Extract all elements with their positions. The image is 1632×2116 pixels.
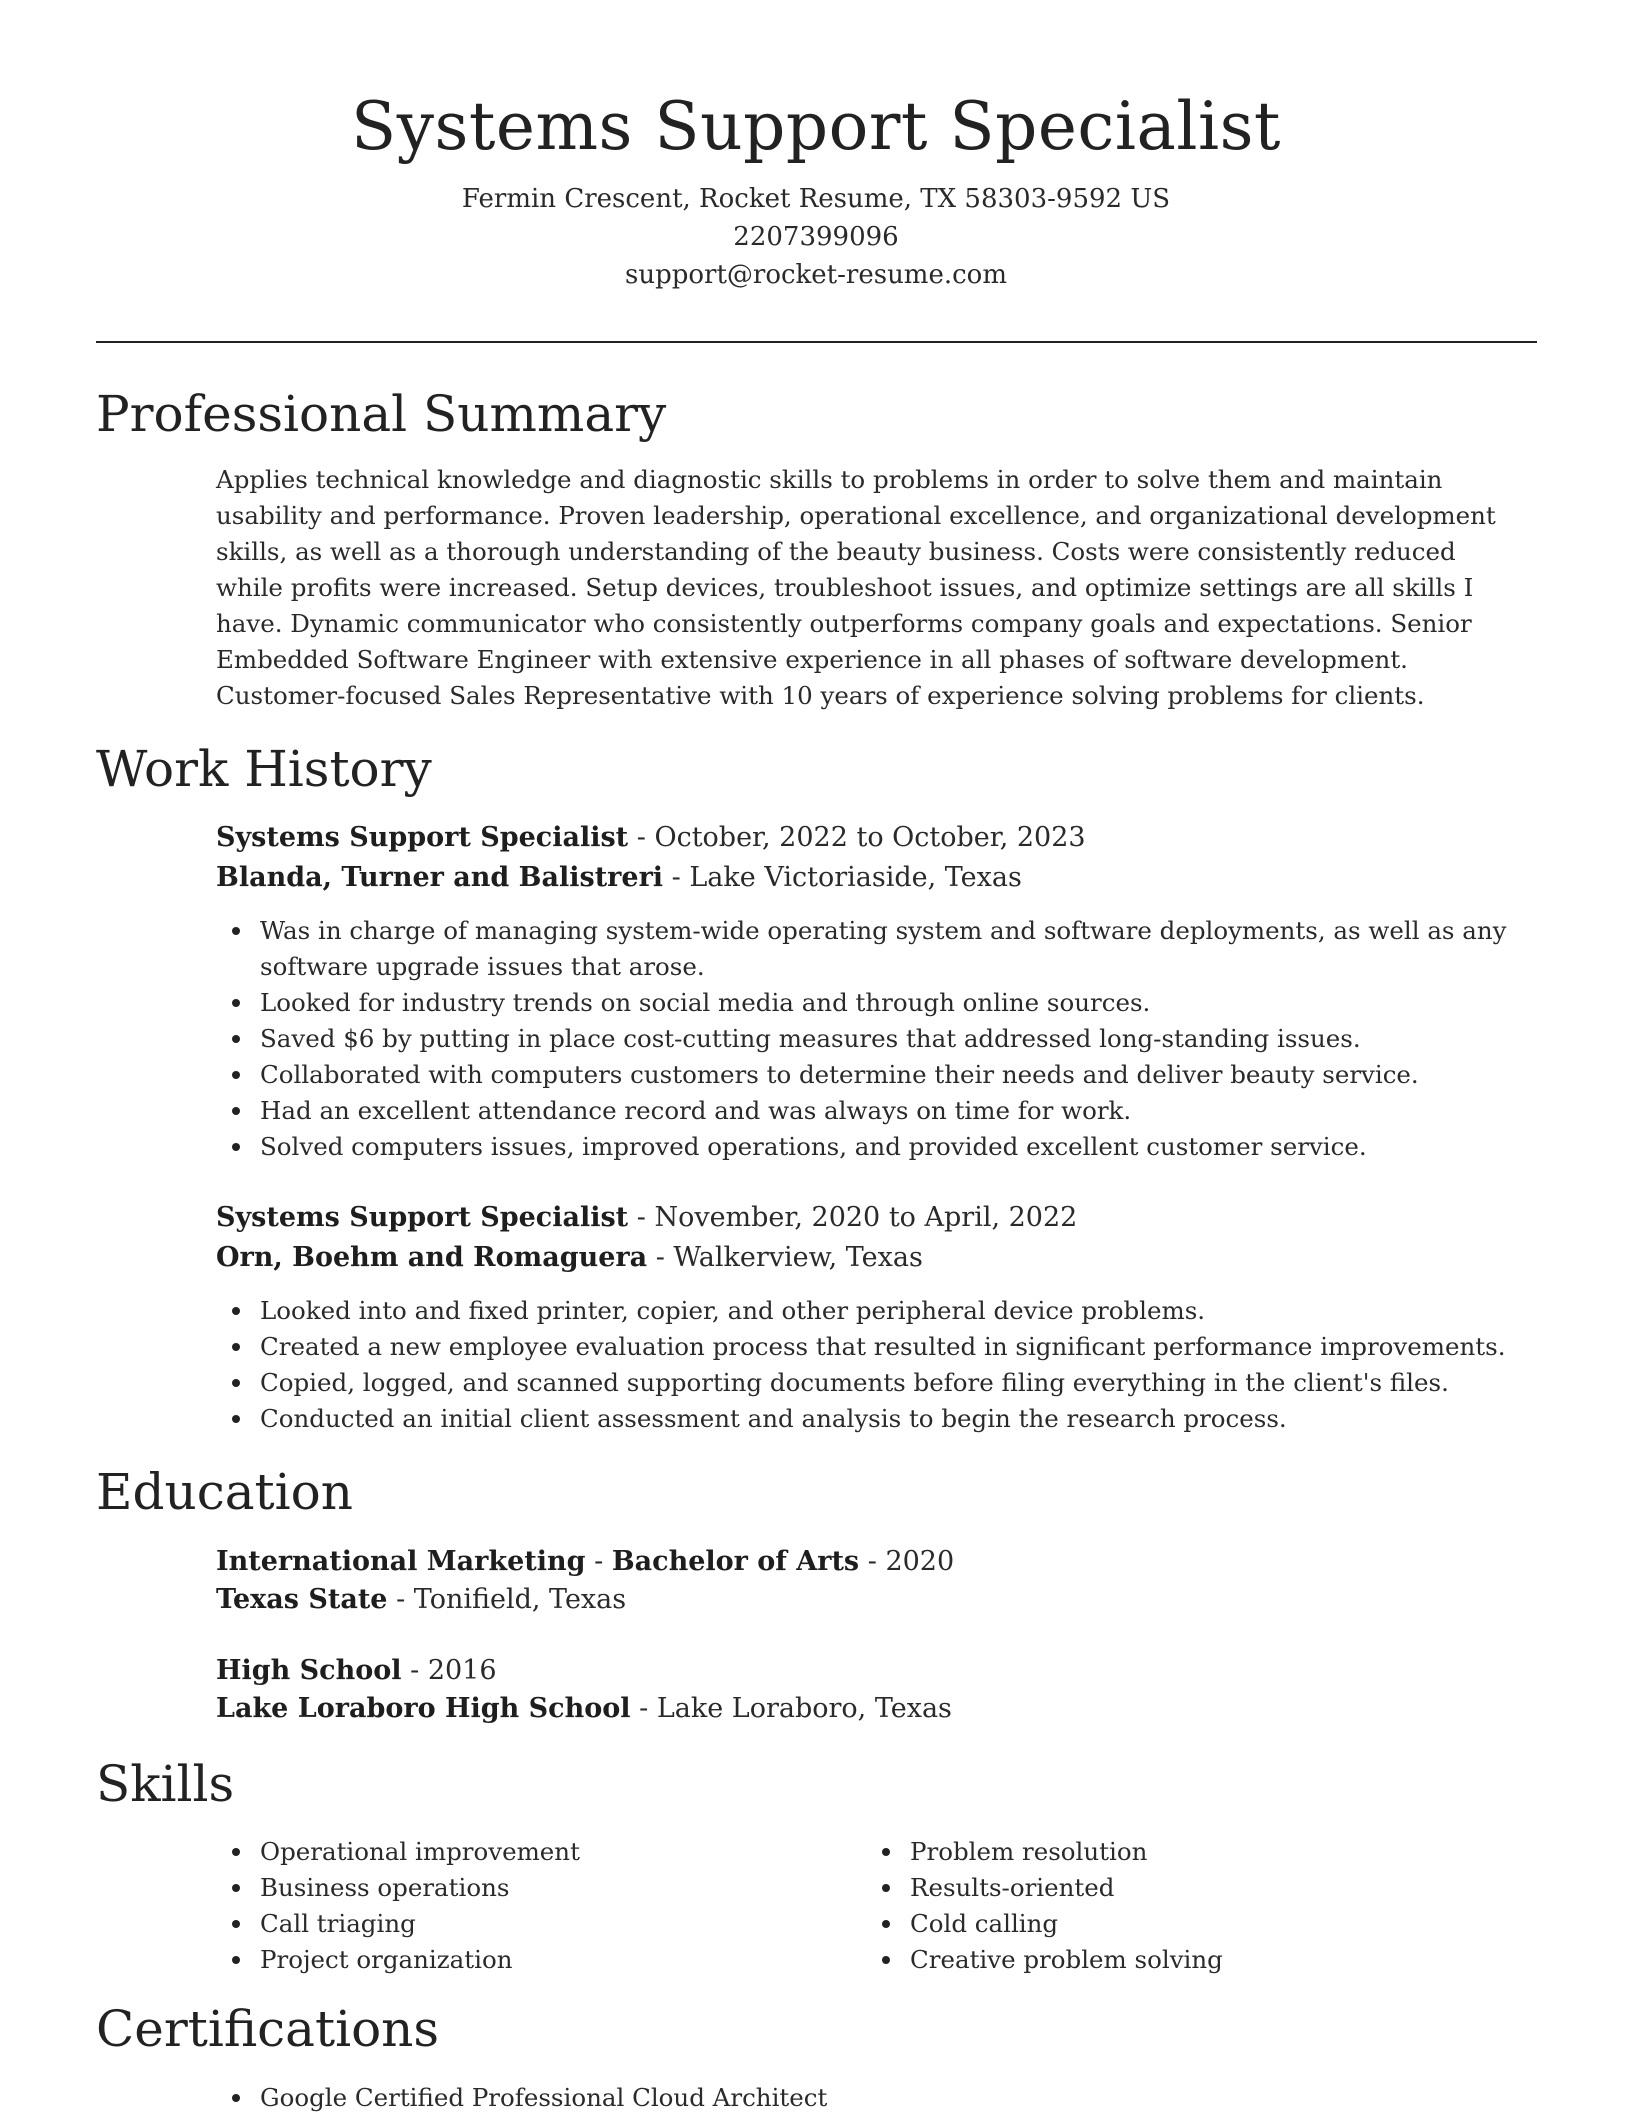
contact-address: Fermin Crescent, Rocket Resume, TX 58303-9592 US (461, 184, 1171, 214)
list-item: Copied, logged, and scanned supporting documents before filing everything in the client's files. (260, 1365, 1570, 1401)
list-item: Solved computers issues, improved operations, and provided excellent customer service. (260, 1129, 1570, 1165)
education-2-location: Lake Loraboro, Texas (656, 1693, 952, 1724)
list-item: Collaborated with computers customers to determine their needs and deliver beauty service. (260, 1057, 1570, 1093)
education-1-field: International Marketing (216, 1546, 586, 1577)
job-2-role: Systems Support Specialist (216, 1202, 629, 1233)
section-title-certifications: Certifications (96, 2000, 440, 2058)
job-2-employer (216, 1238, 923, 1278)
list-item: Conducted an initial client assessment and analysis to begin the research process. (260, 1401, 1570, 1437)
list-item: Created a new employee evaluation process that resulted in significant performance improvements. (260, 1329, 1570, 1365)
education-2-institution (216, 1690, 952, 1728)
education-2-separator-2: - (630, 1693, 657, 1724)
job-2-company: Orn, Boehm and Romaguera (216, 1242, 648, 1273)
section-title-summary: Professional Summary (96, 385, 667, 443)
education-2-school: Lake Loraboro High School (216, 1693, 631, 1724)
contact-phone: 2207399096 (733, 222, 899, 252)
list-item: Saved $6 by putting in place cost-cutting measures that addressed long-standing issues. (260, 1021, 1570, 1057)
job-1-dates: October, 2022 to October, 2023 (654, 822, 1086, 853)
job-2-location: Walkerview, Texas (673, 1242, 923, 1273)
section-title-skills: Skills (96, 1755, 235, 1813)
skill-item: Operational improvement (260, 1834, 1570, 1870)
summary-text: Applies technical knowledge and diagnostic skills to problems in order to solve them and maintain usability and performance. Proven leadership, operational excellence, and organizational development skills, as well as a thorough understanding of the beauty business. Costs were consistently reduced while profits were increased. Setup devices, troubleshoot issues, and optimize settings are all skills I have. Dynamic communicator who consistently outperforms company goals and expectations. Senior Embedded Software Engineer with extensive experience in all phases of software development. Customer-focused Sales Representative with 10 years of experience solving problems for clients. (216, 465, 1496, 710)
job-2-separator-2: - (647, 1242, 674, 1273)
education-2-field: High School (216, 1655, 402, 1686)
skill-item: Call triaging (260, 1906, 1570, 1942)
skill-item: Cold calling (910, 1906, 1632, 1942)
skill-item: Creative problem solving (910, 1942, 1632, 1978)
contact-info (0, 180, 1632, 294)
list-item: Was in charge of managing system-wide operating system and software deployments, as well as any software upgrade issues that arose. (260, 913, 1570, 985)
job-2-dates: November, 2020 to April, 2022 (654, 1202, 1078, 1233)
candidate-name: Systems Support Specialist (351, 88, 1281, 165)
education-1-institution (216, 1581, 626, 1619)
education-1-year: 2020 (885, 1546, 955, 1577)
section-title-work: Work History (96, 740, 432, 798)
list-item: Looked into and fixed printer, copier, and other peripheral device problems. (260, 1293, 1570, 1329)
list-item: Looked for industry trends on social media and through online sources. (260, 985, 1570, 1021)
job-1-employer (216, 858, 1022, 898)
skill-item: Business operations (260, 1870, 1570, 1906)
skill-item: Project organization (260, 1942, 1570, 1978)
education-1-separator-2: - (859, 1546, 886, 1577)
job-1-bullets (216, 913, 1570, 1165)
certification-item: Google Certified Professional Cloud Architect (260, 2080, 1570, 2116)
job-1-company: Blanda, Turner and Balistreri (216, 862, 664, 893)
job-2-heading (216, 1198, 1077, 1238)
education-1-separator: - (585, 1546, 612, 1577)
job-2-separator: - (628, 1202, 655, 1233)
job-2-bullets (216, 1293, 1570, 1437)
certifications-list (216, 2080, 1570, 2116)
skill-item: Results-oriented (910, 1870, 1632, 1906)
contact-email: support@rocket-resume.com (624, 260, 1007, 290)
education-1-location: Tonifield, Texas (413, 1584, 627, 1615)
education-1-separator-3: - (387, 1584, 414, 1615)
resume-header (0, 82, 1632, 294)
education-1-program (216, 1543, 954, 1581)
list-item: Had an excellent attendance record and was always on time for work. (260, 1093, 1570, 1129)
education-1-degree: Bachelor of Arts (611, 1546, 860, 1577)
skills-list-right (866, 1834, 1632, 1978)
job-1-separator-2: - (663, 862, 690, 893)
education-2-separator: - (401, 1655, 428, 1686)
skill-item: Problem resolution (910, 1834, 1632, 1870)
section-title-education: Education (96, 1463, 353, 1521)
job-1-role: Systems Support Specialist (216, 822, 629, 853)
job-1-separator: - (628, 822, 655, 853)
job-1-location: Lake Victoriaside, Texas (689, 862, 1022, 893)
job-1-heading (216, 818, 1086, 858)
education-2-program (216, 1652, 497, 1690)
education-2-year: 2016 (427, 1655, 497, 1686)
header-divider (96, 341, 1537, 343)
education-1-school: Texas State (216, 1584, 388, 1615)
